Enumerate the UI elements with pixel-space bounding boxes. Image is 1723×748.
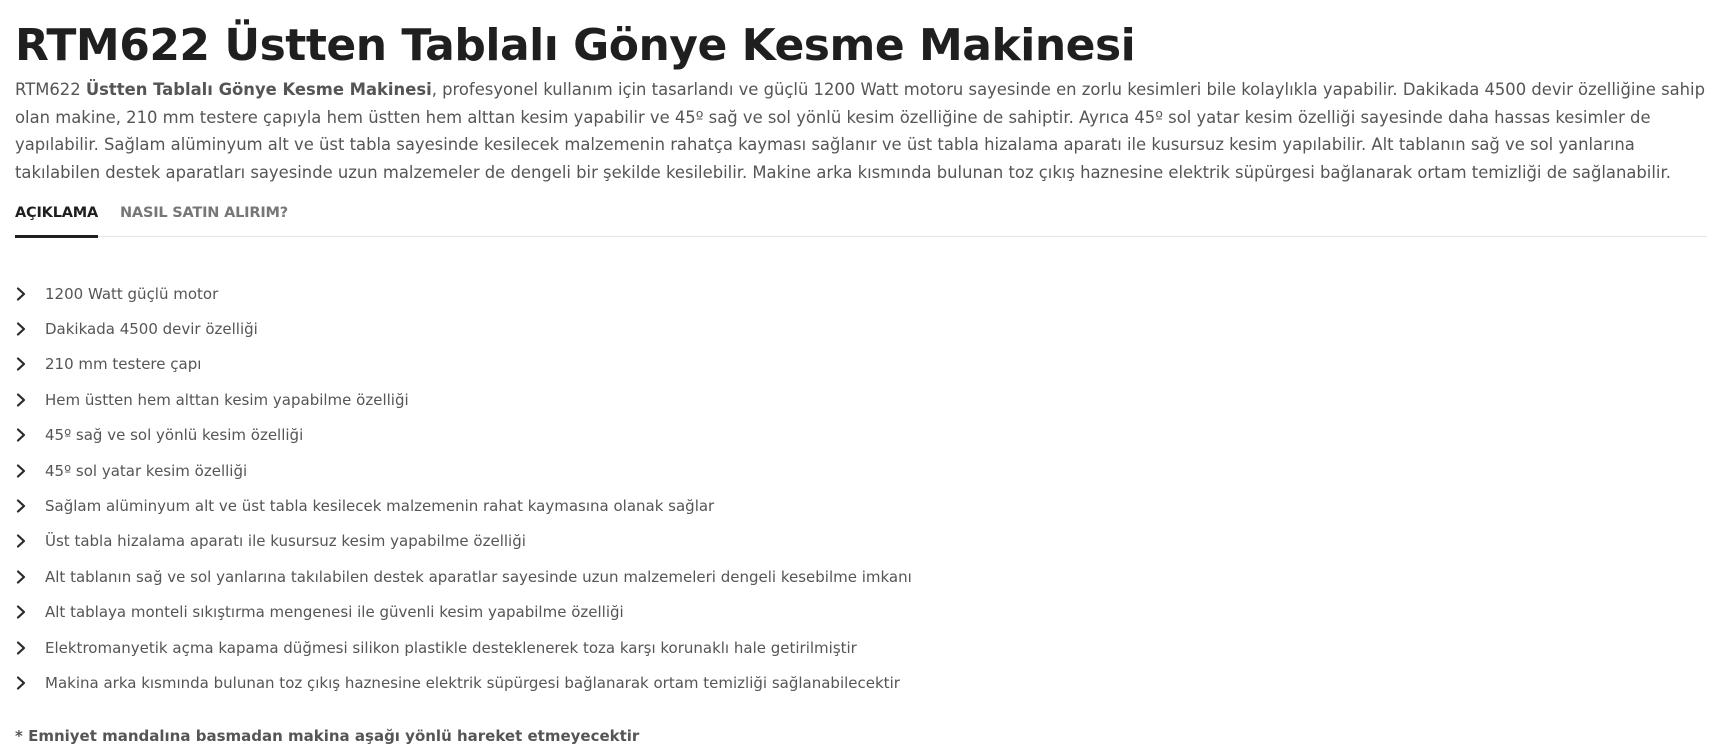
feature-text: 45º sağ ve sol yönlü kesim özelliği <box>45 426 304 445</box>
tab-bar <box>15 200 1707 237</box>
intro-product-name: Üstten Tablalı Gönye Kesme Makinesi <box>85 80 432 99</box>
feature-text: Alt tablanın sağ ve sol yanlarına takılabilen destek aparatlar sayesinde uzun malzemeleri dengeli kesebilme imkanı <box>45 567 912 586</box>
feature-text: Üst tabla hizalama aparatı ile kusursuz kesim yapabilme özelliği <box>45 532 526 551</box>
feature-list-item <box>15 347 912 382</box>
feature-list-item <box>15 595 912 630</box>
chevron-right-icon <box>15 533 45 549</box>
feature-list-item <box>15 418 912 453</box>
feature-list-item <box>15 453 912 488</box>
feature-text: Alt tablaya monteli sıkıştırma mengenesi ile güvenli kesim yapabilme özelliği <box>45 603 624 622</box>
feature-text: Sağlam alüminyum alt ve üst tabla kesilecek malzemenin rahat kaymasına olanak sağlar <box>45 497 715 516</box>
feature-text: Elektromanyetik açma kapama düğmesi silikon plastikle desteklenerek toza karşı korunaklı hale getirilmiştir <box>45 638 857 657</box>
feature-list-item <box>15 630 912 665</box>
chevron-right-icon <box>15 286 45 302</box>
feature-list-item <box>15 382 912 417</box>
chevron-right-icon <box>15 427 45 443</box>
feature-text: Makina arka kısmında bulunan toz çıkış haznesine elektrik süpürgesi bağlanarak ortam temizliği sağlanabilecektir <box>45 673 900 692</box>
chevron-right-icon <box>15 569 45 585</box>
chevron-right-icon <box>15 356 45 372</box>
feature-list-item <box>15 524 912 559</box>
chevron-right-icon <box>15 392 45 408</box>
feature-text: 210 mm testere çapı <box>45 355 202 374</box>
feature-list-item <box>15 276 912 311</box>
chevron-right-icon <box>15 675 45 691</box>
intro-prefix: RTM622 <box>15 80 86 99</box>
page-title: RTM622 Üstten Tablalı Gönye Kesme Makinesi <box>15 20 1136 71</box>
chevron-right-icon <box>15 640 45 656</box>
feature-list-item <box>15 311 912 346</box>
feature-text: 45º sol yatar kesim özelliği <box>45 461 248 480</box>
feature-list-item <box>15 665 912 700</box>
intro-paragraph <box>15 76 1715 186</box>
chevron-right-icon <box>15 604 45 620</box>
chevron-right-icon <box>15 463 45 479</box>
feature-text: 1200 Watt güçlü motor <box>45 284 219 303</box>
feature-list <box>15 276 912 701</box>
feature-text: Dakikada 4500 devir özelliği <box>45 320 258 339</box>
tab-how-to-buy[interactable]: NASIL SATIN ALIRIM? <box>120 205 288 221</box>
intro-body: , profesyonel kullanım için tasarlandı ve güçlü 1200 Watt motoru sayesinde en zorlu kesimleri bile kolaylıkla yapabilir. Dakikada 4500 devir özelliğine sahip olan makine, 210 mm testere çapıyla hem üstten hem alttan kesim yapabilir ve 45º sağ ve sol yönlü kesim özelliğine de sahiptir. Ayrıca 45º sol yatar kesim özelliği sayesinde daha hassas kesimler de yapılabilir. Sağlam alüminyum alt ve üst tabla sayesinde kesilecek malzemenin rahatça kayması sağlanır ve üst tabla hizalama aparatı ile kusursuz kesim yapılabilir. Alt tablanın sağ ve sol yanlarına takılabilen destek aparatları sayesinde uzun malzemeler de dengeli bir şekilde kesilebilir. Makine arka kısmında bulunan toz çıkış haznesine elektrik süpürgesi bağlanarak ortam temizliği de sağlanabilir. <box>15 80 1706 182</box>
feature-list-item <box>15 559 912 594</box>
feature-list-item <box>15 488 912 523</box>
safety-note: * Emniyet mandalına basmadan makina aşağı yönlü hareket etmeyecektir <box>15 727 640 745</box>
feature-text: Hem üstten hem alttan kesim yapabilme özelliği <box>45 390 409 409</box>
tab-description[interactable]: AÇIKLAMA <box>15 205 98 238</box>
chevron-right-icon <box>15 321 45 337</box>
chevron-right-icon <box>15 498 45 514</box>
